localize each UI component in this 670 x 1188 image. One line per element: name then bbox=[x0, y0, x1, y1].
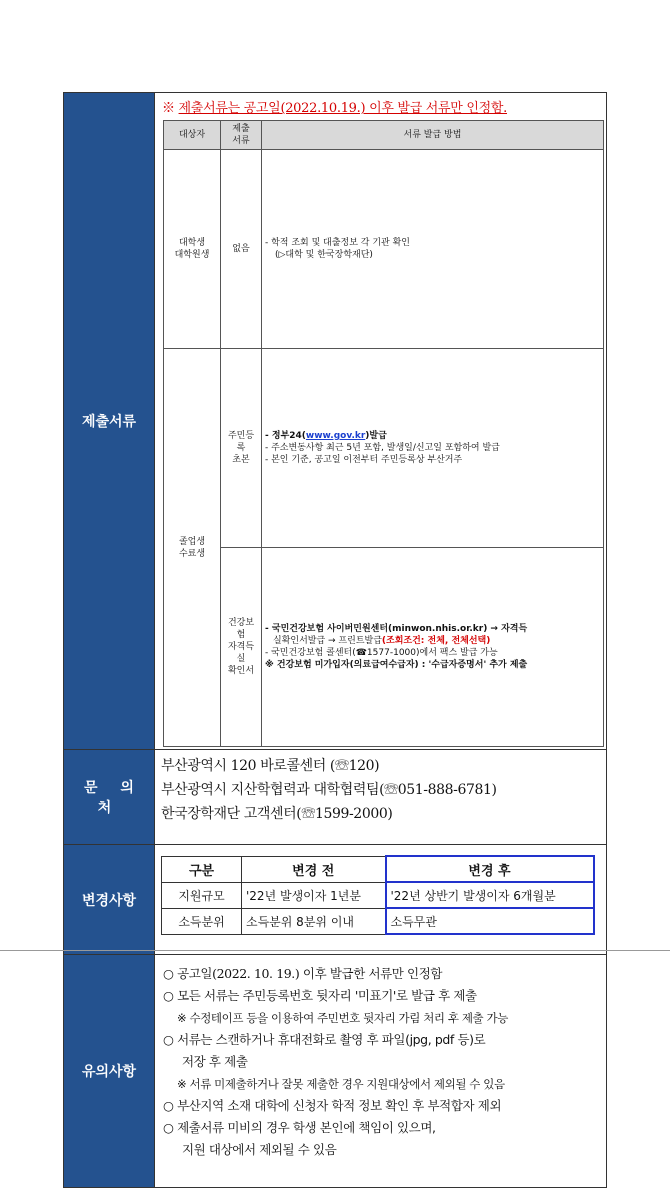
resident-doc: 주민등록 초본 bbox=[221, 349, 262, 548]
notice-mark: ※ bbox=[162, 101, 175, 116]
documents-notice bbox=[157, 97, 604, 116]
changes-header-after: 변경 후 bbox=[386, 856, 594, 882]
gov24-link[interactable]: www.gov.kr bbox=[305, 431, 366, 441]
documents-label: 제출서류 bbox=[64, 93, 155, 750]
header-method: 서류 발급 방법 bbox=[262, 121, 604, 150]
changes-row-income bbox=[162, 908, 594, 934]
notes-row bbox=[64, 955, 607, 1188]
note-continuation: 지원 대상에서 제외될 수 있음 bbox=[182, 1142, 337, 1157]
student-target: 대학생 대학원생 bbox=[164, 150, 221, 349]
note-item: ○ 부산지역 소재 대학에 신청자 학적 정보 확인 후 부적합자 제외 bbox=[163, 1098, 502, 1113]
note-sub: ※ 서류 미제출하거나 잘못 제출한 경우 지원대상에서 제외될 수 있음 bbox=[177, 1077, 505, 1091]
student-method: - 학적 조회 및 대출정보 각 기관 확인 (▷대학 및 한국장학재단) bbox=[262, 150, 604, 349]
documents-row bbox=[64, 93, 607, 750]
resident-row bbox=[164, 349, 604, 548]
student-doc: 없음 bbox=[221, 150, 262, 349]
note-item: ○ 서류는 스캔하거나 휴대전화로 촬영 후 파일(jpg, pdf 등)로 bbox=[163, 1032, 486, 1047]
changes-table bbox=[161, 855, 595, 935]
changes-cell-category: 지원규모 bbox=[162, 882, 242, 908]
contact-row bbox=[64, 750, 607, 845]
contact-content bbox=[155, 750, 607, 845]
notes-label: 유의사항 bbox=[64, 955, 155, 1188]
note-continuation: 저장 후 제출 bbox=[182, 1054, 248, 1069]
note-sub: ※ 수정테이프 등을 이용하여 주민번호 뒷자리 가림 처리 후 제출 가능 bbox=[177, 1011, 508, 1025]
changes-header-category: 구분 bbox=[162, 856, 242, 882]
changes-cell-category: 소득분위 bbox=[162, 908, 242, 934]
changes-header-before: 변경 전 bbox=[242, 856, 386, 882]
header-doc: 제출 서류 bbox=[221, 121, 262, 150]
inner-header-row bbox=[164, 121, 604, 150]
health-row bbox=[164, 548, 604, 747]
student-row bbox=[164, 150, 604, 349]
header-target: 대상자 bbox=[164, 121, 221, 150]
changes-cell-before: '22년 발생이자 1년분 bbox=[242, 882, 386, 908]
contact-line-1: 부산광역시 120 바로콜센터 (☏120) bbox=[161, 758, 380, 774]
contact-label: 문 의 처 bbox=[64, 750, 155, 845]
graduate-target: 졸업생 수료생 bbox=[164, 349, 221, 747]
changes-row-scale bbox=[162, 882, 594, 908]
contact-line-3: 한국장학재단 고객센터(☏1599-2000) bbox=[161, 806, 393, 822]
health-method: - 국민건강보험 사이버민원센터(minwon.nhis.or.kr) → 자격득 실확인서발급 → 프린트발급(조회조건: 전체, 전체선택) - 국민건강보험 콜센터(☎1577-1000)에서 팩스 발급 가능 ※ 건강보험 미가입자(의료급여수급자) : '수급자증명서' 추가 제출 bbox=[262, 548, 604, 747]
guideline-table bbox=[63, 92, 607, 1188]
note-item: ○ 공고일(2022. 10. 19.) 이후 발급한 서류만 인정함 bbox=[163, 966, 443, 981]
changes-content bbox=[155, 845, 607, 955]
changes-header-row bbox=[162, 856, 594, 882]
contact-line-2: 부산광역시 지산학협력과 대학협력팀(☏051-888-6781) bbox=[161, 782, 497, 798]
notice-text: 제출서류는 공고일(2022.10.19.) 이후 발급 서류만 인정함. bbox=[178, 101, 507, 116]
changes-cell-after: '22년 상반기 발생이자 6개월분 bbox=[386, 882, 594, 908]
health-doc: 건강보험 자격득실 확인서 bbox=[221, 548, 262, 747]
page-bottom-divider bbox=[0, 950, 670, 951]
resident-method: - 정부24(www.gov.kr)발급 - 주소변동사항 최근 5년 포함, 발생일/신고일 포함하여 발급 - 본인 기준, 공고일 이전부터 주민등록상 부산거주 bbox=[262, 349, 604, 548]
notes-content bbox=[155, 955, 607, 1188]
changes-cell-before: 소득분위 8분위 이내 bbox=[242, 908, 386, 934]
changes-cell-after: 소득무관 bbox=[386, 908, 594, 934]
note-item: ○ 제출서류 미비의 경우 학생 본인에 책임이 있으며, bbox=[163, 1120, 436, 1135]
note-item: ○ 모든 서류는 주민등록번호 뒷자리 '미표기'로 발급 후 제출 bbox=[163, 988, 477, 1003]
documents-inner-table bbox=[163, 120, 604, 747]
documents-content bbox=[155, 93, 607, 750]
changes-row bbox=[64, 845, 607, 955]
changes-label: 변경사항 bbox=[64, 845, 155, 955]
